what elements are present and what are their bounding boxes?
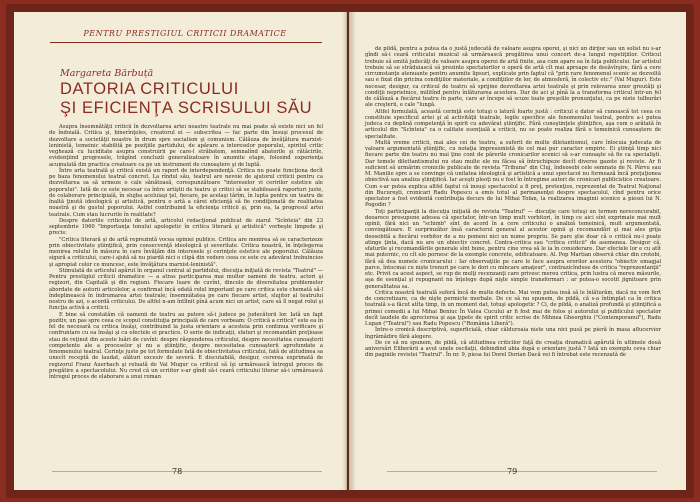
paragraph: Despre datoriile criticului de artă, articolul redacţional publicat de ziarul "Scînteia" din 23 septembrie 1960 "Importanţa tonului apologetic în critica literară şi artistică" vorbeşte limpede şi precis: [49,217,323,237]
paragraph: Toţi participanţii la discuţia iniţiată de revista "Teatrul" — discuţie care totuşi un termen nereconcurabil, deoarece presupune adesea că spectator, într-un timp mult vorbitori, în timp ce aici sînt exprimate mai mult opinii, fără nici un "schimb" sînt de acord în a cere criticului o analiză temeinică, mult argumentată, convingătoare. E surprinzător însă caracterul general al acestor opinii şi recomandări şi mai ales grija deosebită a fiecărui vorbitor de a nu pomeni nici un nume propriu. Se pare ştie doar că o critică nu-i poate atinge ţinta, dacă nu are un obiectiv concret. Contra-critica sau "critica criticii" de asemenea. Desigur că, sfaturile şi recomandările generale sînt bune, pentru cine vrea să le ia în considerare. Dar efectele lor e cu atît mai puternic, cu cît ele pornesc de la exemple concrete, edificatoare. Al. Pop Martian observă chiar din crotobi, fără să dea numele cronicarului : Iar observaţiile pe care le face asupra erorilor acestora "obiectiv emagjal parce, întocmai cu niște trenuri pe care le dori cu mîncare amaţeur", contrazicînduse de critica "reprezentanţii" etc. Privit ca acest aspect, se rup de mulţi recenzanţi care privesc mereu critica, prin lustra că mereu măsurile, aşa de esenţial şi repugnant nu înţelege după nişte simple transformari : ar putea-o socotit jignitoare prin generalitatea sa. [365,208,661,290]
right-page [349,12,686,490]
paragraph: Între-o cronică descriptivă, superficială, chiar călduroaia niste una nici pusă pe pieră în masa aflucervior îngrămădire fără alegere. [365,327,661,340]
footer-rule [387,471,657,472]
header-rule [50,42,322,43]
running-head: PENTRU PRESTIGIUL CRITICII DRAMATICE [83,29,287,38]
book-spread [6,4,694,498]
article-title-line-1: DATORIA CRITICULUI [60,80,239,98]
paragraph: Asupra însemnătăţii criticii în dezvoltarea artei noastre teatrale nu mai poate să existe nici un fel de îndoială. Critica şi, binerînţeles, creatorul ei — subscritea — fac parte din însuşi procesul de dezvoltare a societăţii noastre în drum spre socialism şi comunism. Călăuza de învăţătura marxist-leninistă, temeinic stabilită pe poziţiile partidului, de apărare a intereselor poporului, spiritul critic veghează cu luciditate asupra construirii pe care-l străbatem, semnalînd abaterile şi rătăcirile, evidenţiind progresele, trăgînd concluzii generalizatoare în anumite etape, folosind experienţa acumulată din practica creatoare ca pe un instrument de cunoaştere şi de luptă. [49,124,323,168]
article-title [60,80,320,118]
paragraph: de pildă, pentru a putea da o justă judecată de valoare asupra operei, şi nici un dirijor sau un solist nu s-ar gîndi să-i ceară criticului muzical să urmărească pregătirea unui concert de-a lungul repetiţiilor. Criticul trebuie să emită judecăţi de valoare asupra operei de artă finite, asa cum apare ea în faţa publicului. Iar artistul trebuie să se străduiască să prezinte spectatorilor o operă de artă cît mai aproape de desăvîrşire, fără a cere circumstanţe atenuante pentru anumite lipsuri, explicate prin faptul că "prin rare fenomenul scenic se dezvoltă sau e fixat din pricina condiţiilor materiale, a condiţiilor de lor, de atmosferă, în colectiv etc." (Val Mugur). Este necesar, desigur, ca criticul de teatru să sprijine dezvoltarea artei teatrale şi prin relevarea unor greutăţi şi condiţii neprielnice, militînd pentru înlăturarea acestora. Dar de aci şi pînă la a transforma criticul într-un fel de călăuză a fiecărui teatru în parte, care ar începe să scuze toate greşelile pronunţului, ca pe niste tulburări ale creşterii, e cale "lungă. [365,46,661,109]
right-body-text [365,46,661,359]
paragraph: Stimulată de articolul apărut în organul central al partidului, discuţia iniţiată de revista "Teatrul" — Pentru prestigiul criticii dramatice — a atras participarea mai multor oameni de teatru, actori şi regizori, din Capitală şi din regiuni. Fiecare luare de cuvînt, dincolo de diversitatea problemelor abordate de autorii articolelor, a confirmat încă odată rolul important pe care critica este chemată să-l îndeplinească în îndrumarea artei teatrale; însemnătatea pe care fiecare artist, slujitor al teatrului nostru de azi, o acordă criticului. De altfel n-am întîlnit pînă acum nici un artist, care să îl negat rolul şi funcţia activă a criticii. [49,267,323,312]
article-title-line-2: ŞI EFICIENŢA SCRISULUI SĂU [60,99,313,117]
article-author: Margareta Bărbuță [60,68,154,79]
footer-rule [52,471,322,472]
left-page [14,12,347,490]
left-body-text [49,124,323,380]
page-number-left: 78 [172,467,183,476]
paragraph: Între arta teatrală şi critică există un raport de interdependenţă. Critica nu poate funcţiona decît pe baza fenomenului teatral concret. La rîndul său, teatrul are nevoie de ajutorul criticii pentru ca dezvoltarea sa să urmeze o cale sănătoasă, corespunzătoare "intereselor vi ceririlor estetice ale poporului". Iată de ce este necesar ca între artiştii de teatru şi critici să se stabilească raporturi juste, de colaborare principială, în slujba aceluiaşi ţel, fiecare, pe acelaşi tărîm, în lupta pentru un teatru de înaltă ţinută ideologică şi artistică, pentru o artă a cărei eficienţă să fie condiţionată de realitatea noastră şi de gustul poporului. Astfel contribuind la eficienţa criticii şi, prin ea, la progresul artei teatrale. Cum stau lucrurile în realitate? [49,167,323,218]
paragraph: E bine să constatăm că oamenii de teatru au putere să-i judece pe judecătorii lor. Iată un fapt pozitiv, un pas spre ceea ce scopul constituţia principală de care vorbeam: O critică a criticii" este ea în fel de necesară ca critica însăşi, contribuind la justa orientare a acesteia prin continua verificare şi confruntare cu ea însăşi şi cu efectele ei practice. O serie de indicaţii, sfaturi şi recomandări preţioase stau de reţinut din aceste luări de cuvînt: despre răspunderea criticului, despre necesitatea cunoaşterii competente ale a proceselor şi nu a ştiinţific, despre necesitatea cunoaşterii aprofundate a fenomenului teatral. Cerinţe juste pe tot formulate fată de obiectivitatea criticului, fată de atitudinea sa unecît receptă de laudat, alături excesiv de severă. E discutabilă, desigur, cererea exprimată de regizorul Franz Auerbach şi reluată de Val Mugur ca criticul să îşi urmărească întregul proces de pregătire a spectacolului. Nu cred că un scriitor s-ar gîndi să-i ceară criticului literar să-i urmărească întregul proces de elaborare a unui roman [49,311,323,380]
paragraph: De ce să nu spunem, de pildă, că atitudinea criticilor faţă de creaţia dramatică apărută în ultimele două aniversări Eliberării a avut unele oscilaţii, debindind abia după o orientare justă ? Iată un exemplu ceva chiar din paginile revistei "Teatrul". În nr. 9, piesa lui Dorel Dorian Dacă vei fi întrebat este recenzată de [365,339,661,359]
paragraph: "Critica literară şi de artă reprezintă vocea opiniei publice. Critica are menirea să se caracterizeze prin obiectivitate ştiinţifică, prin consecvenţă ideologică şi severitate. Critica noastră, în înţelegerea menirea rolului în măsura în care învăţăm din interesele şi cerinţele estetice ale poporului. Călăuza sigură a criticului, care-i ajută să nu piardă nici o clipă din vedere ceea ce este cu adevărat trebuincios şi apropiat celor ce muncesc, este învăţătura marxist-leninistă". [49,236,323,268]
paragraph: Altfel formulată, această cerinţă este totuşi o latură foarte justă : criticul e dator să cunoască tot ceea ce constituie specificul artei şi al activităţii teatrale, legile specifice ale fenomenului teatral, pentru a-i putea judeca cu deplină competenţă în spirit cu adevărat ştiinţific. Fără cunoştinţele ştiinţifice, aşa cum o arătată în articolul din "Scînteia" ca o calitate esenţială a criticii, nu se poate realiza fără o temeinică cunoaştere de specialitate. [365,108,661,140]
page-number-right: 79 [507,467,518,476]
book-gutter [342,12,356,490]
paragraph: Critica noastră teatrală suferă încă de multe defecte. Mai vom putea insă să le înlăturăm, dacă nu vom fert de concretizare, ca de nişte permicte morbale. De ce să nu spunem, de pildă, că s-a întîmplat ca în critica teatrală s-a făcut atîta timp, în un moment dat, totuşi apologetic ? Ci, de pildă, o analiză profundă şi ştiinţifică a primei comedii a lui Mihai Beniuc În Valea Cucului ar fi fost mai de folos şi autorului şi publicului spectator decît laudele de aprecierea şi aşa ţipete de spirit critic scrise de Mihnea Gheorghiu ("Contemporanul"), Radu Lupan ("Teatrul") sau Radu Popescu ("România Liberă"). [365,289,661,327]
paragraph: Multă vreme criticii, mai ales cei de teatru, a suferit de multe diletantismul, care înlocuia judecata de valoare argumentată ştiinţific, cu notaţia impresionistă de cel mai pur caracter empiric. Ei ştiinţă timp nici fiecare parte din teatru nu mai ţine cont de părerile cronicarilor scenici să s-ar cunoaşte să fie ca specialişti. Dar temele dilettantismului nu stau multe ele nu făcea să întruchipeze decît diverse gazete şi reviste. Ar fi suficient să urmărim cronicile publicate de revista "Tribuna" din Cluj, îndeosebi cele semnate de N. Pârvu sau M. Manilie spre a se convinge că unitatea ideologică şi artistică a unui spectacol nu formează încă preţuţionea obiectivă sau analiza ştiinţifică. Iar aceşti pleoţi nu e fost în întregime autori de cronicari publicistice creatoare. Cum s-ar putea explica altfel faptul că insuşi spectacolul a fi preţ, pretenţios, reprezentat de Teatrul Naţional din Bucureşti, cronicari Radu Popescu a emis totul al permanenţei despre spectacolul, cînd pentru orice spectator a fost evidentă contribuţia decurs de lui Mihai Tofan, la realizarea imaginii scenice a piesei lui N. Pogodin ? [365,139,661,209]
